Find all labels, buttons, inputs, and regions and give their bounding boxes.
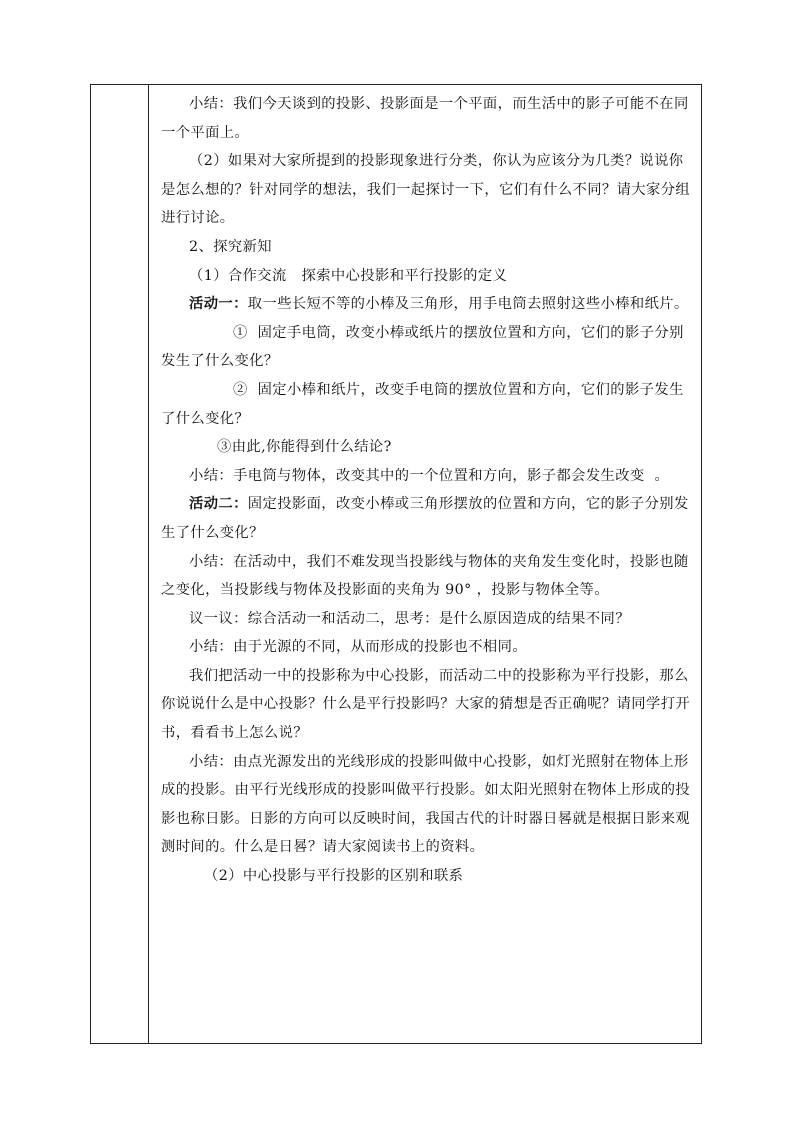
summary-paragraph-1: 小结：我们今天谈到的投影、投影面是一个平面，而生活中的影子可能不在同一个平面上。	[161, 96, 689, 141]
activity-one-step-1: ① 固定手电筒，改变小棒或纸片的摆放位置和方向，它们的影子分别发生了什么变化？	[161, 324, 684, 370]
section-heading: 2、探究新知	[189, 238, 272, 255]
activity-one-label: 活动一：	[189, 296, 248, 313]
activity-one-text: 取一些长短不等的小棒及三角形，用手电筒去照射这些小棒和纸片。	[247, 296, 689, 313]
question-paragraph-2: （2）如果对大家所提到的投影现象进行分类，你认为应该分为几类？说说你是怎么想的？针对同学的想法，我们一起探讨一下，它们有什么不同？请大家分组进行讨论。	[161, 153, 691, 227]
subsection-heading-1: （1）合作交流 探索中心投影和平行投影的定义	[189, 267, 508, 284]
column-divider	[148, 85, 149, 1043]
activity-two-text: 固定投影面，改变小棒或三角形摆放的位置和方向，它的影子分别发生了什么变化？	[161, 496, 689, 541]
subsection-heading-2: （2）中心投影与平行投影的区别和联系	[204, 868, 464, 885]
summary-paragraph-2: 小结：手电筒与物体，改变其中的一个位置和方向，影子都会发生改变 。	[189, 467, 670, 484]
activity-two-label: 活动二：	[189, 496, 248, 513]
lesson-content	[161, 90, 698, 891]
activity-one-paragraph	[161, 290, 698, 319]
summary-paragraph-3: 小结：在活动中，我们不难发现当投影线与物体的夹角发生变化时，投影也随之变化，当投影线与物体及投影面的夹角为 90° ，投影与物体全等。	[161, 553, 689, 599]
activity-two-paragraph	[161, 490, 698, 547]
definition-question-paragraph: 我们把活动一中的投影称为中心投影，而活动二中的投影称为平行投影，那么你说说什么是中心投影？什么是平行投影吗？大家的猜想是否正确呢？请同学打开书，看看书上怎么说？	[161, 667, 691, 742]
discussion-paragraph: 议一议：综合活动一和活动二，思考：是什么原因造成的结果不同？	[189, 610, 630, 627]
summary-paragraph-5: 小结：由点光源发出的光线形成的投影叫做中心投影，如灯光照射在物体上形成的投影。由平行光线形成的投影叫做平行投影。如太阳光照射在物体上形成的投影也称日影。日影的方向可以反映时间，我国古代的计时器日晷就是根据日影来观测时间的。什么是日晷？请大家阅读书上的资料。	[161, 753, 691, 856]
activity-one-step-2: ② 固定小棒和纸片，改变手电筒的摆放位置和方向，它们的影子发生了什么变化？	[161, 381, 684, 427]
lesson-table	[90, 84, 702, 1044]
activity-one-step-3: ③由此,你能得到什么结论?	[217, 439, 392, 456]
summary-paragraph-4: 小结：由于光源的不同，从而形成的投影也不相同。	[189, 639, 528, 656]
